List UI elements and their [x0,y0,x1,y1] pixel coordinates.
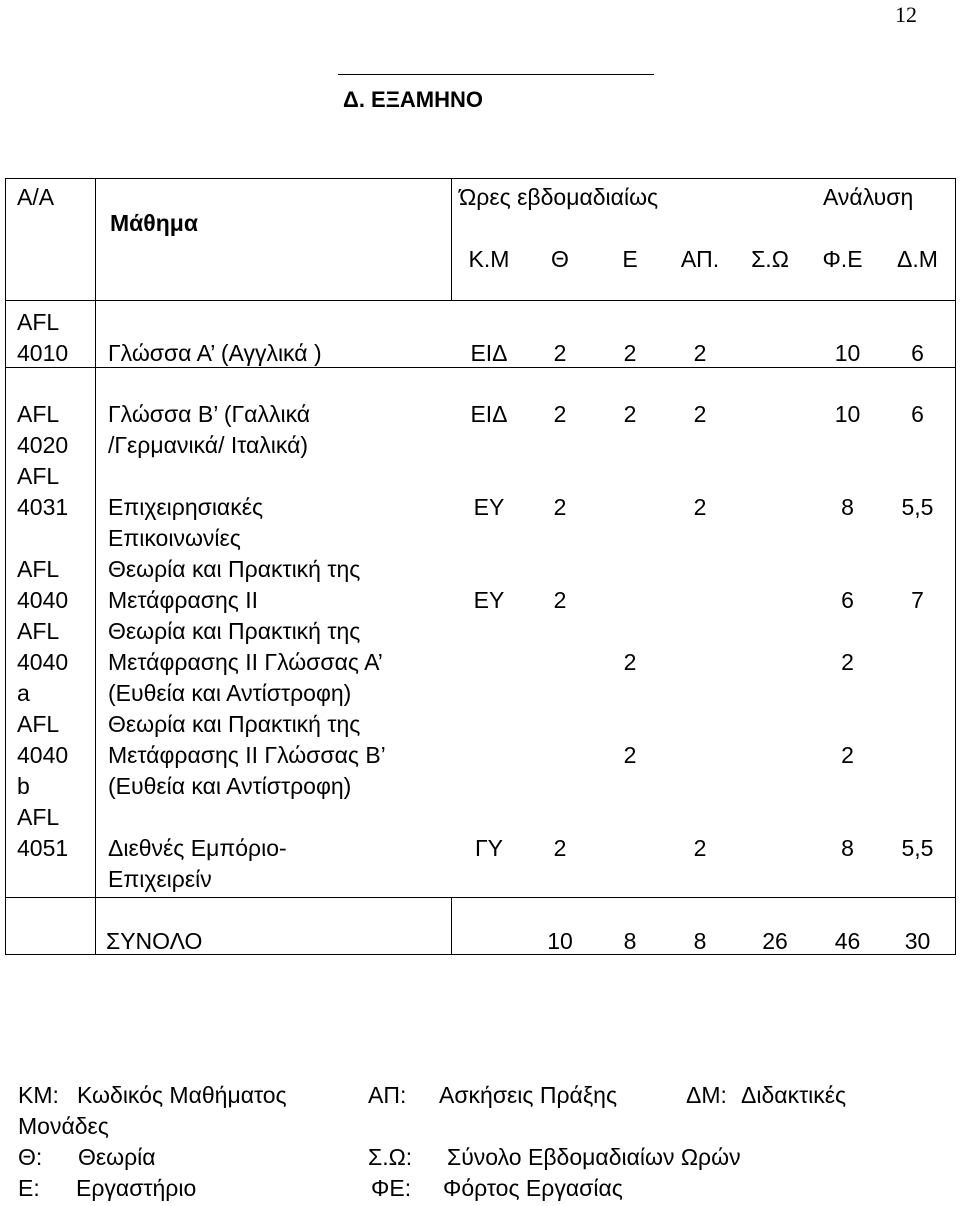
header-ap: ΑΠ. [680,246,720,272]
total-e: 8 [623,928,637,954]
header-km: Κ.Μ [468,246,510,272]
legend-fe-key: ΦΕ: [371,1175,412,1201]
col-divider [451,178,452,300]
row-1-km: ΕΙΔ [470,340,508,366]
header-analysis: Ανάλυση [823,184,914,210]
row-3-dm: 5,5 [901,494,934,520]
row-6-course-line-2: Μετάφρασης ΙΙ Γλώσσας Β’ [108,742,386,768]
legend-ap-key: ΑΠ: [368,1082,407,1108]
legend-th-value: Θεωρία [78,1144,156,1170]
row-7-code-line-2: 4051 [17,835,69,861]
total-th: 10 [547,928,573,954]
row-3-fe: 8 [841,494,854,520]
row-5-code-line-2: 4040 [17,649,69,675]
legend-e-value: Εργαστήριο [76,1175,197,1201]
row-3-ap: 2 [693,494,707,520]
row-3-code-line-1: AFL [17,463,60,489]
row-4-course-line-1: Θεωρία και Πρακτική της [108,556,361,582]
legend-so-value: Σύνολο Εβδομαδιαίων Ωρών [447,1144,741,1170]
row-7-dm: 5,5 [901,835,934,861]
row-7-th: 2 [553,835,567,861]
col-divider [451,897,452,954]
row-1-course: Γλώσσα Α’ (Αγγλικά ) [108,340,322,366]
row-3-course-line-2: Επικοινωνίες [108,525,241,551]
row-4-dm: 7 [911,587,924,613]
legend-e-key: Ε: [18,1175,40,1201]
row-6-code-line-1: AFL [17,711,60,737]
row-1-ap: 2 [693,340,707,366]
total-so: 26 [762,928,788,954]
row-divider [5,897,956,898]
row-4-th: 2 [553,587,567,613]
row-4-code-line-1: AFL [17,556,60,582]
row-6-fe: 2 [841,742,854,768]
row-2-e: 2 [623,401,637,427]
row-7-course-line-2: Επιχειρείν [108,866,212,892]
row-7-course-line-1: Διεθνές Εμπόριο- [108,835,287,861]
row-4-course-line-2: Μετάφρασης ΙΙ [108,587,259,613]
row-6-e: 2 [623,742,637,768]
header-fe: Φ.Ε [822,246,863,272]
row-7-code-line-1: AFL [17,804,60,830]
row-1-th: 2 [553,340,567,366]
table-border-right [955,178,956,955]
legend-fe-value: Φόρτος Εργασίας [443,1175,623,1201]
header-th: Θ [551,246,569,272]
row-2-course-line-2: /Γερμανικά/ Ιταλικά) [108,432,309,458]
row-5-course-line-3: (Ευθεία και Αντίστροφη) [108,680,352,706]
row-2-code-line-1: AFL [17,401,60,427]
row-1-dm: 6 [911,340,924,366]
table-border-top [5,178,956,179]
total-fe: 46 [834,928,861,954]
row-2-dm: 6 [911,401,924,427]
header-aa: Α/Α [17,184,55,210]
row-5-course-line-1: Θεωρία και Πρακτική της [108,618,361,644]
header-hours-weekly: Ώρες εβδομαδιαίως [459,184,659,210]
row-4-code-line-2: 4040 [17,587,69,613]
row-6-course-line-1: Θεωρία και Πρακτική της [108,711,361,737]
header-so: Σ.Ω [751,246,789,272]
legend-dm-key: ΔΜ: [686,1082,727,1108]
row-5-code-line-3: a [17,680,30,706]
row-2-course-line-1: Γλώσσα Β’ (Γαλλικά [108,401,311,427]
row-2-th: 2 [553,401,567,427]
total-label: ΣΥΝΟΛΟ [106,928,203,954]
total-ap: 8 [693,928,707,954]
row-divider [5,300,956,301]
row-3-code-line-2: 4031 [17,494,69,520]
legend-dm-value-continued: Μονάδες [18,1113,109,1139]
row-2-fe: 10 [834,401,861,427]
row-3-th: 2 [553,494,567,520]
row-6-code-line-3: b [17,773,30,799]
row-2-code-line-2: 4020 [17,432,69,458]
row-5-code-line-1: AFL [17,618,60,644]
legend-km-key: ΚΜ: [18,1082,59,1108]
row-1-code-line-1: AFL [17,309,60,335]
legend-dm-value: Διδακτικές [741,1082,847,1108]
legend-th-key: Θ: [18,1144,43,1170]
row-3-km: ΕΥ [473,494,505,520]
row-2-km: ΕΙΔ [470,401,508,427]
row-5-course-line-2: Μετάφρασης ΙΙ Γλώσσας Α’ [108,649,383,675]
legend-ap-value: Ασκήσεις Πράξης [439,1082,618,1108]
row-7-ap: 2 [693,835,707,861]
title-rule [338,74,654,75]
page-number: 12 [895,2,917,27]
row-5-e: 2 [623,649,637,675]
course-table [5,178,956,955]
row-5-fe: 2 [841,649,854,675]
header-dm: Δ.Μ [897,246,938,272]
row-3-course-line-1: Επιχειρησιακές [108,494,264,520]
row-4-km: ΕΥ [473,587,505,613]
row-2-ap: 2 [693,401,707,427]
row-4-fe: 6 [841,587,854,613]
total-dm: 30 [904,928,931,954]
row-1-fe: 10 [834,340,861,366]
legend-so-key: Σ.Ω: [368,1144,413,1170]
table-border-left [5,178,6,955]
header-course: Μάθημα [110,210,198,236]
section-title: Δ. ΕΞΑΜΗΝΟ [343,87,483,112]
row-6-code-line-2: 4040 [17,742,69,768]
row-1-code-line-2: 4010 [17,340,69,366]
header-e: Ε [622,246,638,272]
row-7-fe: 8 [841,835,854,861]
legend-km-value: Κωδικός Μαθήματος [77,1082,287,1108]
row-1-e: 2 [623,340,637,366]
row-6-course-line-3: (Ευθεία και Αντίστροφη) [108,773,352,799]
col-divider [95,178,96,955]
row-7-km: ΓΥ [474,835,503,861]
